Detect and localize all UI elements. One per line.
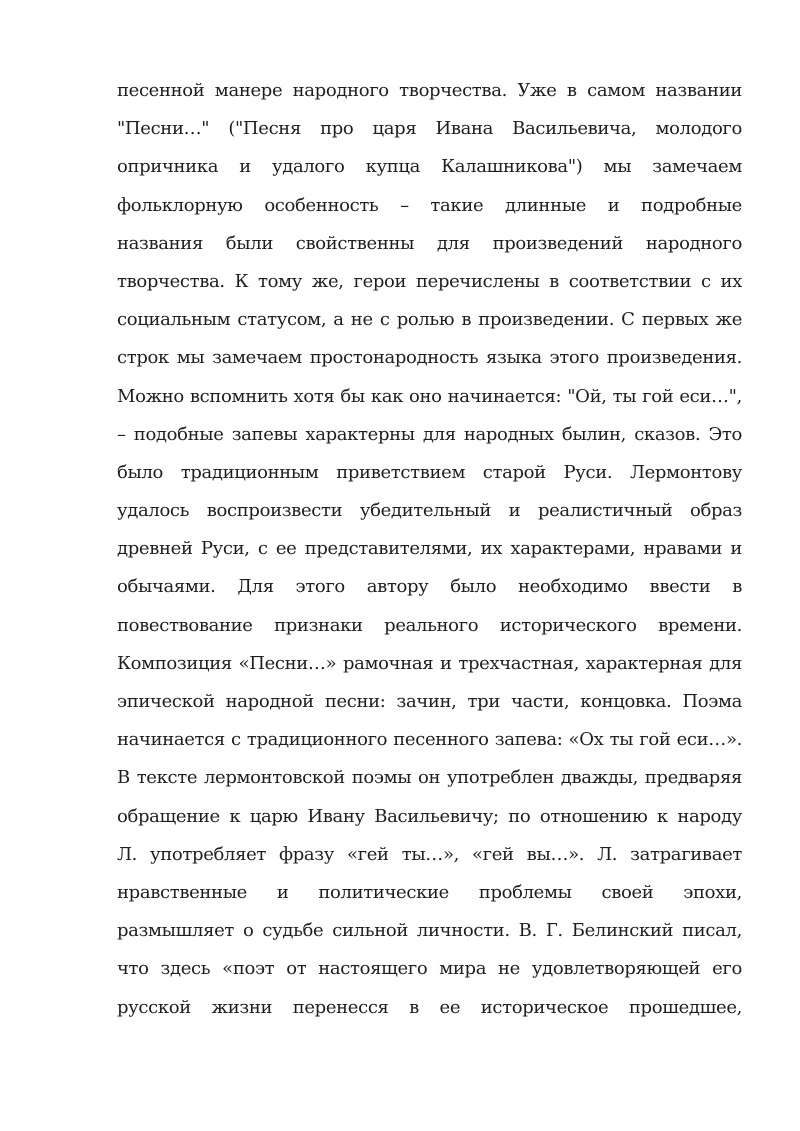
text-line: древней Руси, с ее представителями, их характерами, нравами и [117, 538, 742, 560]
text-line: русской жизни перенесся в ее историческое прошедшее, [117, 996, 742, 1018]
text-line: Можно вспомнить хотя бы как оно начинается: "Ой, ты гой еси…", [117, 385, 742, 407]
text-line: обращение к царю Ивану Васильевичу; по отношению к народу [117, 805, 742, 827]
text-line: эпической народной песни: зачин, три части, концовка. Поэма [117, 691, 742, 712]
text-line: нравственные и политические проблемы своей эпохи, [117, 881, 742, 903]
text-line: Л. употребляет фразу «гей ты…», «гей вы…». Л. затрагивает [117, 843, 742, 865]
text-line: Композиция «Песни…» рамочная и трехчастная, характерная для [117, 652, 742, 674]
text-line: названия были свойственны для произведений народного [117, 232, 742, 254]
body-text [117, 72, 742, 1027]
text-line: социальным статусом, а не с ролью в произведении. С первых же [117, 309, 742, 331]
text-line: начинается с традиционного песенного запева: «Ох ты гой еси…». [117, 729, 742, 751]
text-line: опричника и удалого купца Калашникова") мы замечаем [117, 156, 742, 178]
text-line: творчества. К тому же, герои перечислены в соответствии с их [117, 270, 742, 292]
text-line: песенной манере народного творчества. Уже в самом названии [117, 80, 742, 101]
text-line: В тексте лермонтовской поэмы он употреблен дважды, предваряя [117, 767, 742, 789]
text-line: было традиционным приветствием старой Руси. Лермонтову [117, 461, 742, 483]
text-line: размышляет о судьбе сильной личности. В. Г. Белинский писал, [117, 920, 742, 942]
text-line: что здесь «поэт от настоящего мира не удовлетворяющей его [117, 958, 742, 980]
text-line: – подобные запевы характерны для народных былин, сказов. Это [117, 423, 742, 445]
text-line: фольклорную особенность – такие длинные и подробные [117, 194, 742, 216]
text-line: строк мы замечаем простонародность языка этого произведения. [117, 347, 742, 369]
text-line: удалось воспроизвести убедительный и реалистичный образ [117, 500, 742, 522]
text-line: повествование признаки реального исторического времени. [117, 614, 742, 636]
text-line: "Песни…" ("Песня про царя Ивана Васильевича, молодого [117, 118, 742, 140]
text-line: обычаями. Для этого автору было необходимо ввести в [117, 576, 742, 598]
